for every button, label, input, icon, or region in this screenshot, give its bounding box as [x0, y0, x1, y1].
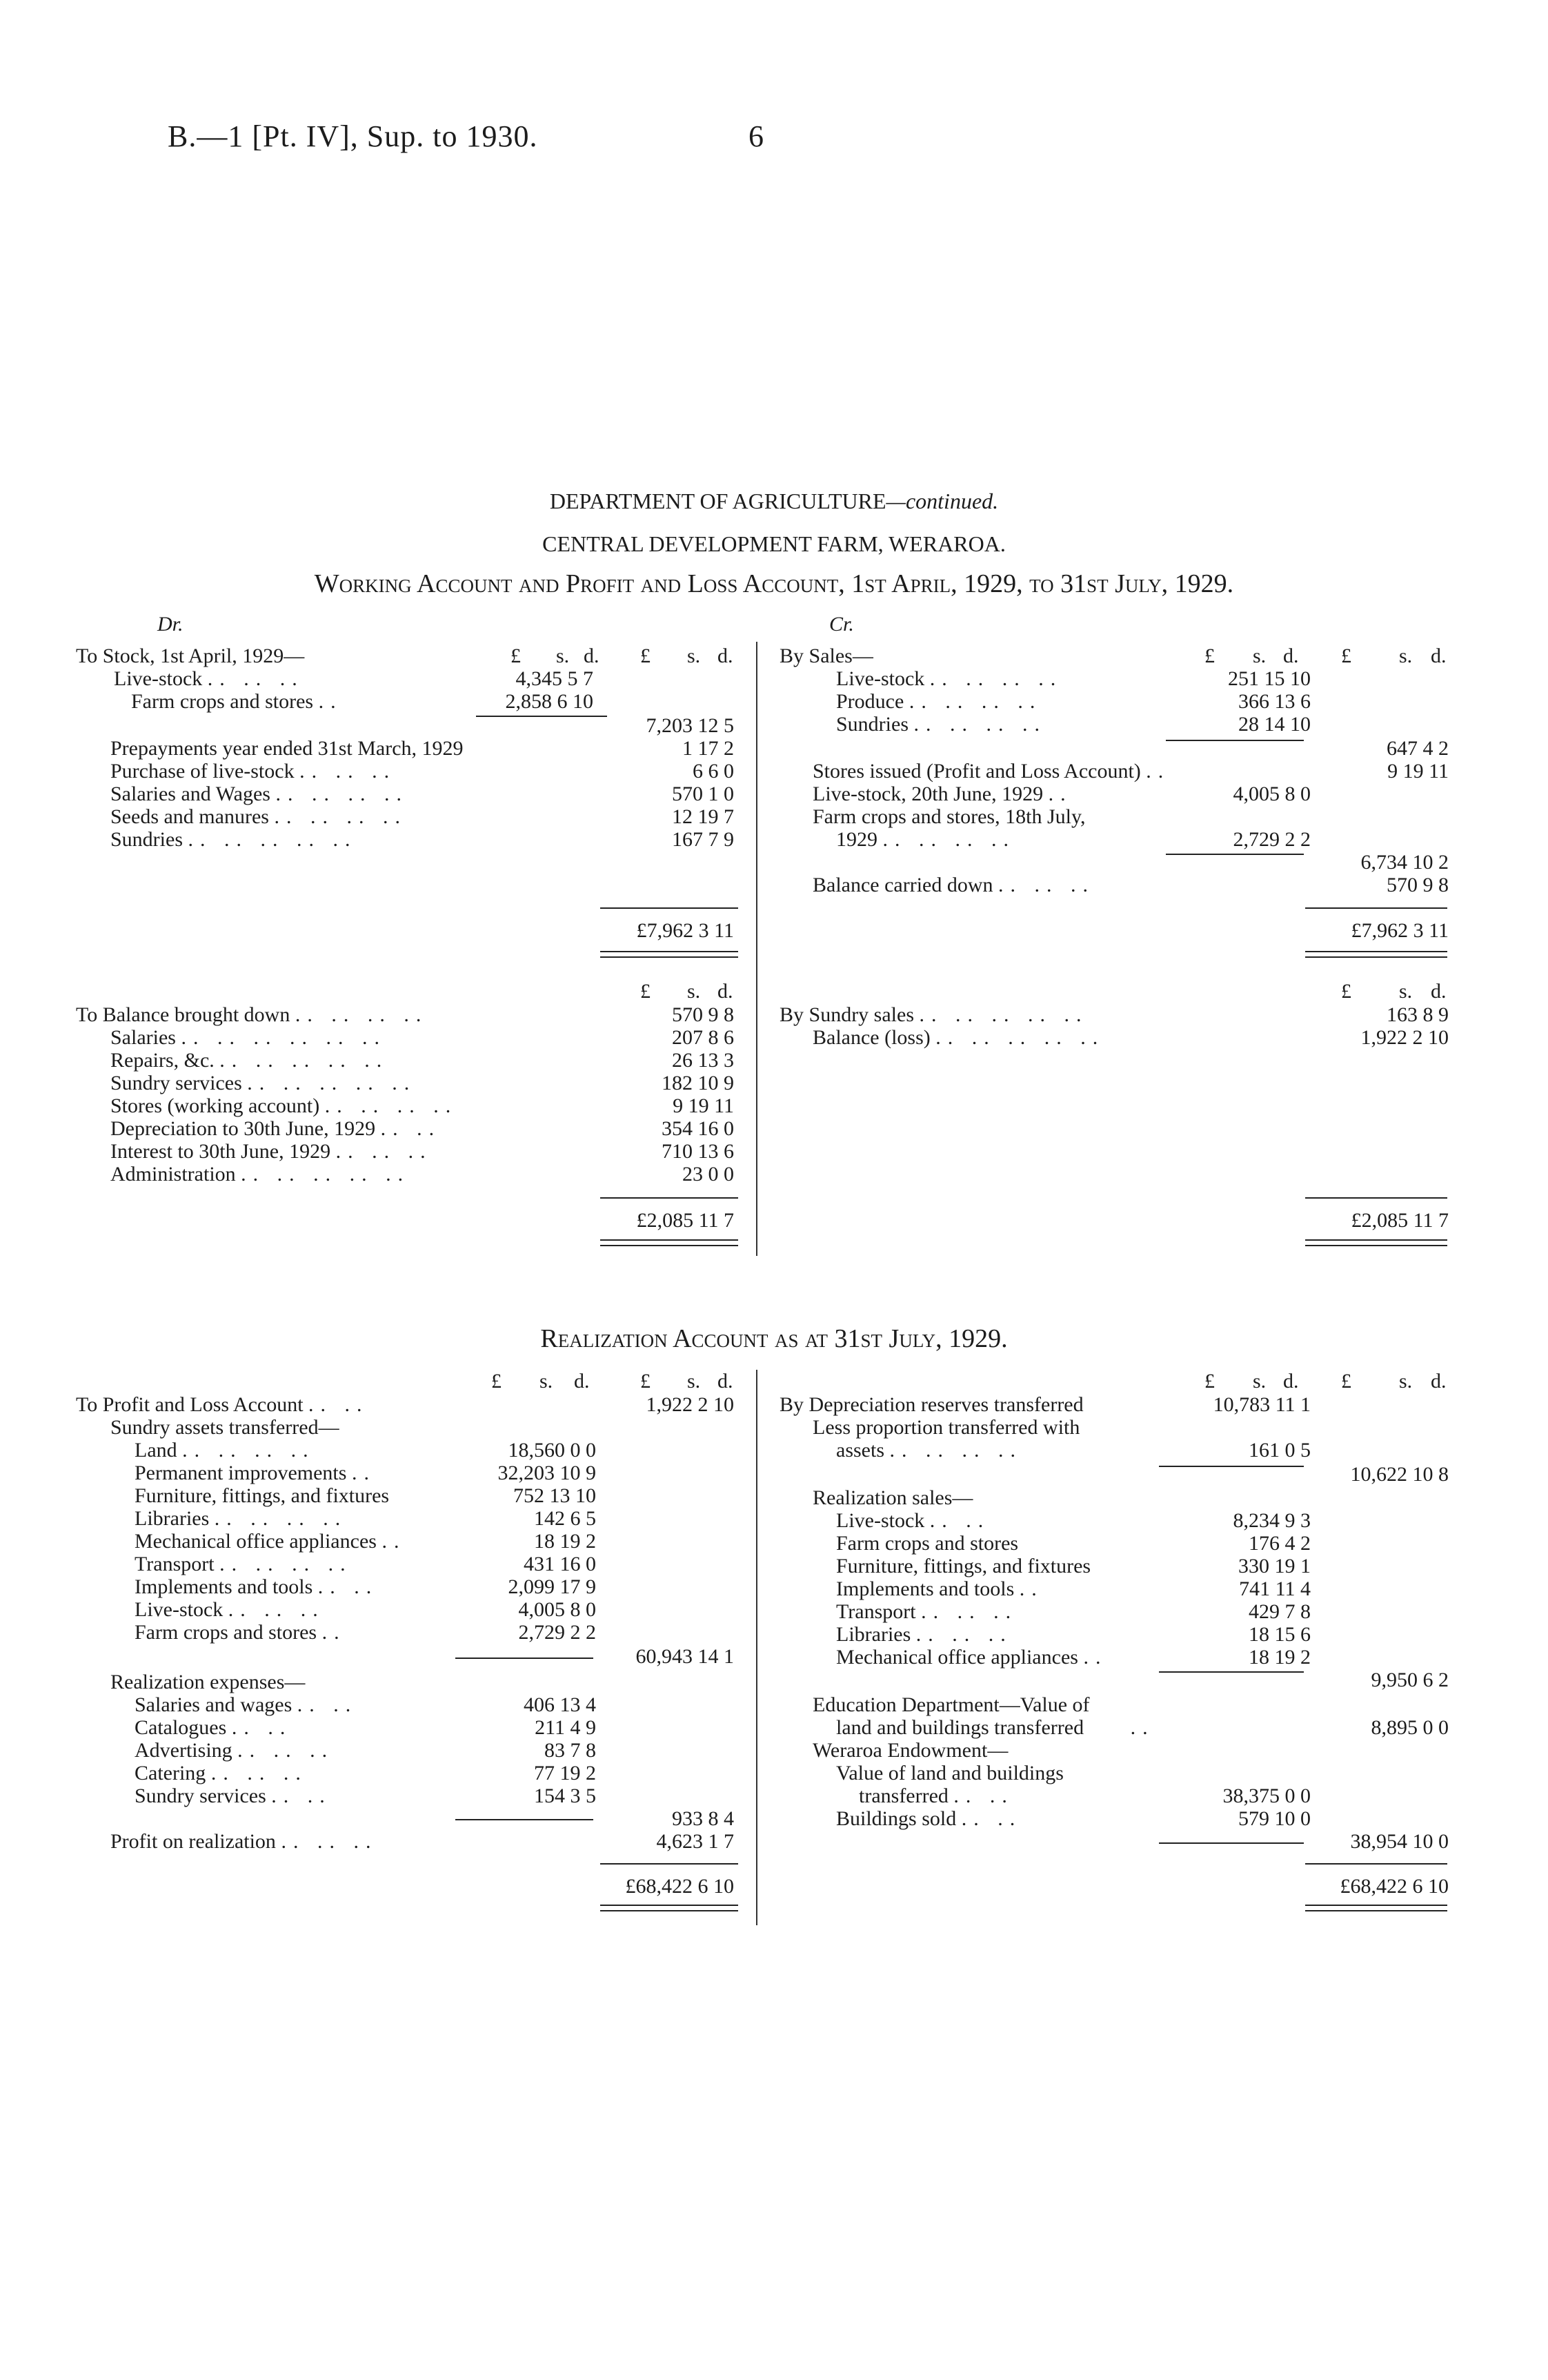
ledger-amount: 28 14 10	[1238, 713, 1311, 736]
ledger-amount: 710 13 6	[662, 1140, 734, 1163]
ledger-amount: 9 19 11	[673, 1094, 734, 1117]
ledger-item: assets .. .. .. ..	[836, 1439, 1022, 1462]
ledger-amount: 161 0 5	[1249, 1439, 1311, 1462]
rule	[1305, 1197, 1447, 1199]
ledger-amount: 354 16 0	[662, 1117, 734, 1140]
ledger-amount: 9,950 6 2	[1371, 1669, 1449, 1691]
ledger-item: Advertising .. .. ..	[135, 1739, 335, 1762]
ledger-item: To Profit and Loss Account .. ..	[76, 1393, 369, 1416]
ledger-amount: 741 11 4	[1239, 1577, 1311, 1600]
ledger-item: transferred .. ..	[859, 1784, 1014, 1807]
shilling-header: s.	[539, 1370, 553, 1393]
ledger-item: Interest to 30th June, 1929 .. .. ..	[110, 1140, 433, 1163]
ledger-item: Transport .. .. .. ..	[135, 1553, 353, 1575]
pence-header: d.	[1283, 645, 1299, 667]
ledger-item: Live-stock .. ..	[836, 1509, 991, 1532]
ledger-amount: 18,560 0 0	[508, 1439, 596, 1462]
ledger-amount: 4,345 5 7	[515, 667, 593, 690]
pence-header: d.	[1431, 645, 1447, 667]
shilling-header: s.	[1253, 645, 1267, 667]
ledger-item: Catalogues .. ..	[135, 1716, 292, 1739]
farm-title: CENTRAL DEVELOPMENT FARM, WERAROA.	[542, 531, 1006, 556]
ledger-amount: 167 7 9	[672, 828, 734, 851]
ledger-heading: Sundry assets transferred—	[110, 1416, 339, 1439]
ledger-amount: 8,895 0 0	[1371, 1716, 1449, 1739]
rule	[600, 1863, 738, 1865]
ledger-amount: 431 16 0	[524, 1553, 596, 1575]
ledger-item: Permanent improvements ..	[135, 1462, 376, 1484]
department-title: DEPARTMENT OF AGRICULTURE—continued.	[549, 489, 999, 513]
pence-header: d.	[717, 645, 733, 667]
double-rule	[1305, 1239, 1447, 1246]
pl-dr-total: £2,085 11 7	[636, 1209, 734, 1232]
ledger-item: Live-stock .. .. ..	[135, 1598, 325, 1621]
shilling-header: s.	[556, 645, 570, 667]
pence-header: d.	[717, 1370, 733, 1393]
ledger-amount: 570 9 8	[672, 1003, 734, 1026]
shilling-header: s.	[1253, 1370, 1267, 1393]
ledger-item: Libraries .. .. ..	[836, 1623, 1013, 1646]
ledger-amount: 7,203 12 5	[646, 714, 734, 737]
pence-header: d.	[1431, 1370, 1447, 1393]
ledger-item: Farm crops and stores ..	[135, 1621, 346, 1644]
ledger-item: Profit on realization .. .. ..	[110, 1830, 378, 1853]
rule	[1305, 907, 1447, 909]
shilling-header: s.	[1399, 1370, 1413, 1393]
sales-heading: By Sales—	[780, 645, 873, 667]
ledger-amount: 579 10 0	[1238, 1807, 1311, 1830]
ledger-amount: 12 19 7	[672, 805, 734, 828]
ledger-amount: 8,234 9 3	[1233, 1509, 1311, 1532]
ledger-item: By Sundry sales .. .. .. .. ..	[780, 1003, 1089, 1026]
stock-heading: To Stock, 1st April, 1929—	[76, 645, 305, 667]
ledger-item: Sundries .. .. .. ..	[836, 713, 1046, 736]
ledger-item: Less proportion transferred with	[813, 1416, 1080, 1439]
pound-header: £	[640, 980, 651, 1003]
ledger-amount: 10,622 10 8	[1350, 1463, 1449, 1486]
ledger-item: Buildings sold .. ..	[836, 1807, 1022, 1830]
shilling-header: s.	[1399, 645, 1413, 667]
ledger-item: Sundry services .. .. .. .. ..	[110, 1072, 417, 1094]
pound-header: £	[1204, 1370, 1215, 1393]
ledger-item: Live-stock .. .. .. ..	[836, 667, 1063, 690]
ledger-item: To Balance brought down .. .. .. ..	[76, 1003, 428, 1026]
ledger-item: Implements and tools ..	[836, 1577, 1044, 1600]
ledger-item: Salaries .. .. .. .. .. ..	[110, 1026, 386, 1049]
ledger-amount: 18 15 6	[1249, 1623, 1311, 1646]
pound-header: £	[1204, 645, 1215, 667]
page-code: B.—1 [Pt. IV], Sup. to 1930.	[168, 119, 538, 153]
rule	[455, 1819, 593, 1820]
ledger-item: Furniture, fittings, and fixtures	[836, 1555, 1091, 1577]
ledger-item: Live-stock, 20th June, 1929 ..	[813, 783, 1073, 805]
ledger-item: Administration .. .. .. .. ..	[110, 1163, 410, 1186]
ledger-amount: 38,954 10 0	[1350, 1830, 1449, 1853]
ledger-amount: 6,734 10 2	[1360, 851, 1449, 874]
pl-cr-total: £2,085 11 7	[1351, 1209, 1449, 1232]
column-divider	[756, 1370, 757, 1925]
ledger-item: Value of land and buildings	[836, 1762, 1064, 1784]
ledger-amount: 23 0 0	[682, 1163, 734, 1186]
ledger-amount: 9 19 11	[1387, 760, 1449, 783]
ledger-item: Farm crops and stores	[836, 1532, 1019, 1555]
ledger-amount: 10,783 11 1	[1213, 1393, 1311, 1416]
ledger-amount: 4,623 1 7	[656, 1830, 734, 1853]
ledger-item: Salaries and wages .. ..	[135, 1693, 358, 1716]
ledger-item: Land .. .. .. ..	[135, 1439, 315, 1462]
pound-header: £	[1341, 980, 1351, 1003]
ledger-amount: 1,922 2 10	[1360, 1026, 1449, 1049]
double-rule	[600, 1239, 738, 1246]
ledger-amount: 26 13 3	[672, 1049, 734, 1072]
ledger-item: Balance (loss) .. .. .. .. ..	[813, 1026, 1105, 1049]
pound-header: £	[491, 1370, 502, 1393]
pound-header: £	[1341, 645, 1351, 667]
pence-header: d.	[1283, 1370, 1299, 1393]
ledger-item: Stores issued (Profit and Loss Account) ..	[813, 760, 1171, 783]
ledger-amount: 211 4 9	[535, 1716, 596, 1739]
working-account-title: Working Account and Profit and Loss Account, 1st April, 1929, to 31st July, 1929.	[314, 569, 1234, 598]
ledger-item: Produce .. .. .. ..	[836, 690, 1042, 713]
cr-label: Cr.	[829, 613, 854, 636]
rule	[455, 1658, 593, 1659]
pence-header: d.	[574, 1370, 590, 1393]
ledger-item: Farm crops and stores ..	[131, 690, 343, 713]
ledger-amount: 83 7 8	[544, 1739, 596, 1762]
ledger-amount: 1,922 2 10	[646, 1393, 734, 1416]
rule	[1159, 1671, 1304, 1673]
rule	[1166, 740, 1304, 741]
rule	[1159, 1842, 1304, 1844]
ledger-amount: 4,005 8 0	[1233, 783, 1311, 805]
ledger-heading: Weraroa Endowment—	[813, 1739, 1009, 1762]
ledger-item: land and buildings transferred ..	[836, 1716, 1155, 1739]
double-rule	[1305, 1905, 1447, 1911]
ledger-amount: 18 19 2	[1249, 1646, 1311, 1669]
ledger-amount: 1 17 2	[682, 737, 734, 760]
shilling-header: s.	[1399, 980, 1413, 1003]
ledger-amount: 406 13 4	[524, 1693, 596, 1716]
rule	[600, 1197, 738, 1199]
ledger-amount: 77 19 2	[534, 1762, 596, 1784]
ledger-item: Sundry services .. ..	[135, 1784, 332, 1807]
ledger-amount: 2,729 2 2	[1233, 828, 1311, 851]
ledger-item: Libraries .. .. .. ..	[135, 1507, 348, 1530]
ledger-amount: 366 13 6	[1238, 690, 1311, 713]
ledger-amount: 32,203 10 9	[497, 1462, 596, 1484]
ledger-amount: 933 8 4	[672, 1807, 734, 1830]
ledger-amount: 163 8 9	[1387, 1003, 1449, 1026]
ledger-amount: 2,858 6 10	[505, 690, 593, 713]
ledger-amount: 752 13 10	[513, 1484, 596, 1507]
pence-header: d.	[717, 980, 733, 1003]
rule	[1305, 1863, 1447, 1865]
ledger-item: Depreciation to 30th June, 1929 .. ..	[110, 1117, 441, 1140]
rule	[600, 907, 738, 909]
ledger-amount: 176 4 2	[1249, 1532, 1311, 1555]
ledger-item: Purchase of live-stock .. .. ..	[110, 760, 397, 783]
rule	[1159, 1466, 1304, 1467]
ledger-amount: 154 3 5	[534, 1784, 596, 1807]
pound-header: £	[1341, 1370, 1351, 1393]
ledger-item: Catering .. .. ..	[135, 1762, 308, 1784]
ledger-amount: 570 1 0	[672, 783, 734, 805]
ledger-item: Farm crops and stores, 18th July,	[813, 805, 1086, 828]
ledger-item: Education Department—Value of	[813, 1693, 1090, 1716]
ledger-item: Mechanical office appliances ..	[836, 1646, 1108, 1669]
shilling-header: s.	[687, 1370, 701, 1393]
dr-label: Dr.	[157, 613, 183, 636]
ledger-item: Repairs, &c. .. .. .. .. ..	[110, 1049, 389, 1072]
ledger-amount: 142 6 5	[534, 1507, 596, 1530]
realization-cr-total: £68,422 6 10	[1340, 1875, 1449, 1898]
page-number: 6	[748, 119, 764, 153]
ledger-amount: 251 15 10	[1228, 667, 1311, 690]
ledger-item: Transport .. .. ..	[836, 1600, 1018, 1623]
ledger-item: Stores (working account) .. .. .. ..	[110, 1094, 458, 1117]
ledger-item: Mechanical office appliances ..	[135, 1530, 406, 1553]
ledger-item: Prepayments year ended 31st March, 1929	[110, 737, 464, 760]
ledger-item: Seeds and manures .. .. .. ..	[110, 805, 407, 828]
ledger-amount: 60,943 14 1	[635, 1645, 734, 1668]
ledger-amount: 182 10 9	[662, 1072, 734, 1094]
realization-dr-total: £68,422 6 10	[625, 1875, 734, 1898]
rule	[1166, 854, 1304, 855]
pence-header: d.	[584, 645, 599, 667]
double-rule	[600, 951, 738, 958]
ledger-item: Balance carried down .. .. ..	[813, 874, 1095, 896]
working-dr-total: £7,962 3 11	[636, 919, 734, 942]
ledger-amount: 2,729 2 2	[518, 1621, 596, 1644]
ledger-heading: Realization expenses—	[110, 1671, 306, 1693]
pound-header: £	[640, 645, 651, 667]
working-cr-total: £7,962 3 11	[1351, 919, 1449, 942]
ledger-item: Furniture, fittings, and fixtures	[135, 1484, 390, 1507]
pence-header: d.	[1431, 980, 1447, 1003]
ledger-amount: 4,005 8 0	[518, 1598, 596, 1621]
shilling-header: s.	[687, 645, 701, 667]
double-rule	[600, 1905, 738, 1911]
rule	[476, 716, 607, 717]
ledger-item: Implements and tools .. ..	[135, 1575, 379, 1598]
ledger-item: 1929 .. .. .. ..	[836, 828, 1015, 851]
ledger-amount: 207 8 6	[672, 1026, 734, 1049]
pound-header: £	[640, 1370, 651, 1393]
ledger-amount: 429 7 8	[1249, 1600, 1311, 1623]
ledger-amount: 6 6 0	[693, 760, 734, 783]
column-divider	[756, 642, 757, 1256]
realization-account-title: Realization Account as at 31st July, 1929.	[540, 1324, 1008, 1353]
pound-header: £	[510, 645, 521, 667]
ledger-item: Sundries .. .. .. .. ..	[110, 828, 357, 851]
ledger-amount: 647 4 2	[1387, 737, 1449, 760]
ledger-heading: Realization sales—	[813, 1486, 973, 1509]
ledger-amount: 330 19 1	[1238, 1555, 1311, 1577]
ledger-item: By Depreciation reserves transferred	[780, 1393, 1084, 1416]
ledger-item: Salaries and Wages .. .. .. ..	[110, 783, 408, 805]
ledger-item: Live-stock .. .. ..	[114, 667, 304, 690]
double-rule	[1305, 951, 1447, 958]
ledger-amount: 2,099 17 9	[508, 1575, 596, 1598]
ledger-amount: 570 9 8	[1387, 874, 1449, 896]
ledger-amount: 18 19 2	[534, 1530, 596, 1553]
ledger-amount: 38,375 0 0	[1222, 1784, 1311, 1807]
shilling-header: s.	[687, 980, 701, 1003]
